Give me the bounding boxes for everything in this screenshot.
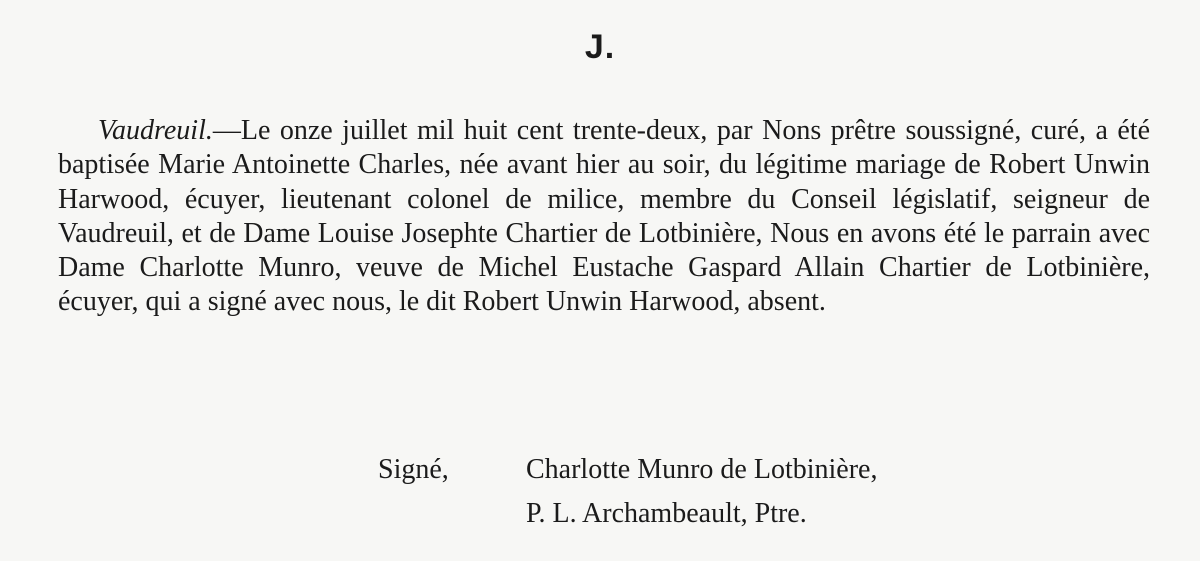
signature-block [378,448,877,536]
signature-row [378,492,877,536]
record-text: Le onze juillet mil huit cent trente-deux, par Nons prêtre soussigné, curé, a été baptisée Marie Antoinette Charles, née avant hier au soir, du légitime mariage de Robert Unwin Harwood, écuyer, lieutenant colonel de milice, membre du Conseil législatif, seigneur de Vaudreuil, et de Dame Louise Josephte Chartier de Lotbinière, Nous en avons été le parrain avec Dame Charlotte Munro, veuve de Michel Eustache Gaspard Allain Chartier de Lotbinière, écuyer, qui a signé avec nous, le dit Robert Unwin Harwood, absent. [58,115,1150,318]
place-name: Vaudreuil. [98,115,213,146]
signature-spacer [378,492,526,536]
signatory-name: Charlotte Munro de Lotbinière, [526,454,878,485]
signatory-name: P. L. Archambeault, Ptre. [526,498,807,529]
signature-row [378,448,877,492]
baptism-record-paragraph [58,114,1150,320]
em-dash: — [212,115,241,146]
section-heading: J. [584,28,616,66]
signature-label: Signé, [378,454,449,485]
